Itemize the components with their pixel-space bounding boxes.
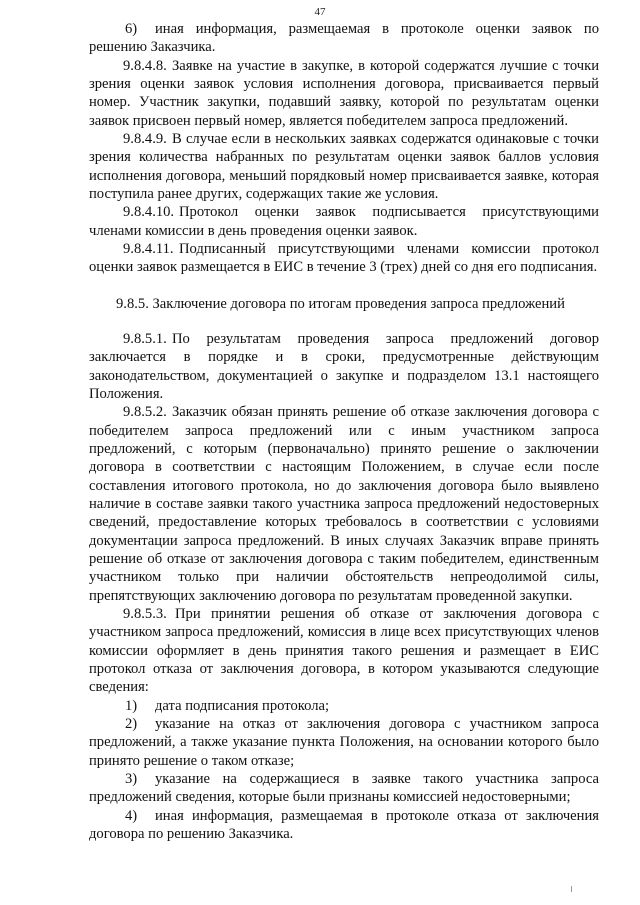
list-text: дата подписания протокола; <box>155 697 330 714</box>
list-number: 1) <box>125 697 138 714</box>
clause-text: иная информация, размещаемая в протоколе оценки заявок по решению Заказчика. <box>89 21 599 56</box>
clause-9-8-5-3 <box>89 605 599 697</box>
clause-text: Подписанный присутствующими членами комиссии протокол оценки заявок размещается в ЕИС в течение 3 (трех) дней со дня его подписания. <box>89 241 599 276</box>
clause-number: 9.8.4.9. <box>123 131 167 148</box>
clause-text: Заказчик обязан принять решение об отказе заключения договора с победителем запроса предложений или с иным участником запроса предложений, с которым (первоначально) принято решение о заключении договора в соответствии с настоящим Положением, в случае если после составления итогового протокола, но до заключения договора было выявлено наличие в составе заявки такого участника запроса предложений недостоверных сведений, предоставление которых требовалось в соответствии с условиями документации запроса предложений. В иных случаях Заказчик вправе принять решение об отказе от заключения договора с таким победителем, единственным участником только при наличии обстоятельств непреодолимой силы, препятствующих заключению договора по результатам проведенной закупки. <box>89 404 599 604</box>
clause-text: При принятии решения об отказе от заключения договора с участником запроса предложений, комиссия в лице всех присутствующих членов комиссии оформляет в день принятия такого решения и размещает в ЕИС протокол отказа от заключения договора, в котором указываются следующие сведения: <box>89 605 599 696</box>
clause-9-8-5-1 <box>89 330 599 403</box>
clause-number: 9.8.5.1. <box>123 330 167 347</box>
clause-text: По результатам проведения запроса предложений договор заключается в порядке и в сроки, предусмотренные действующим законодательством, документацией о закупке и подразделом 13.1 настоящего Положения. <box>89 330 599 402</box>
section-title: 9.8.5. Заключение договора по итогам проведения запроса предложений <box>116 295 565 312</box>
page-number: 47 <box>314 6 326 18</box>
clause-number: 9.8.4.8. <box>123 57 167 74</box>
clause-9-8-4-9 <box>89 130 599 203</box>
clause-text: Заявке на участие в закупке, в которой содержатся лучшие с точки зрения оценки заявок условия исполнения договора, присваивается первый номер. Участник закупки, подавший заявку, которой по результатам оценки заявок присвоен первый номер, является победителем запроса предложений. <box>89 57 599 129</box>
clause-number: 9.8.4.11. <box>123 241 174 258</box>
clause-text: В случае если в нескольких заявках содержатся одинаковые с точки зрения количества набранных по результатам оценки заявок баллов условия исполнения договора, меньший порядковый номер присваивается заявке, которая поступила ранее других, содержащих такие же условия. <box>89 131 599 203</box>
clause-6 <box>89 20 599 57</box>
clause-9-8-4-11 <box>89 240 599 277</box>
clause-number: 9.8.5.2. <box>123 404 167 421</box>
scan-margin-mark <box>571 886 572 892</box>
clause-9-8-4-8 <box>89 57 599 130</box>
clause-number: 9.8.4.10. <box>123 204 175 221</box>
clause-number: 9.8.5.3. <box>123 605 167 622</box>
list-text: иная информация, размещаемая в протоколе отказа от заключения договора по решению Заказчика. <box>89 807 599 843</box>
clause-9-8-4-10 <box>89 203 599 240</box>
list-item-4 <box>89 807 599 844</box>
clause-9-8-5-2 <box>89 403 599 605</box>
list-text: указание на содержащиеся в заявке такого участника запроса предложений сведения, которые были признаны комиссией недостоверными; <box>89 771 599 806</box>
list-number: 4) <box>125 807 138 824</box>
list-item-3 <box>89 770 599 807</box>
list-item-1 <box>89 697 599 715</box>
list-number: 2) <box>125 716 138 733</box>
document-body <box>89 20 599 843</box>
clause-text: Протокол оценки заявок подписывается присутствующими членами комиссии в день проведения оценки заявок. <box>89 204 599 239</box>
list-item-2 <box>89 715 599 770</box>
clause-number: 6) <box>125 21 138 37</box>
list-text: указание на отказ от заключения договора с участником запроса предложений, а также указание пункта Положения, на основании которого было принято решение о таком отказе; <box>89 716 599 769</box>
list-number: 3) <box>125 771 138 788</box>
